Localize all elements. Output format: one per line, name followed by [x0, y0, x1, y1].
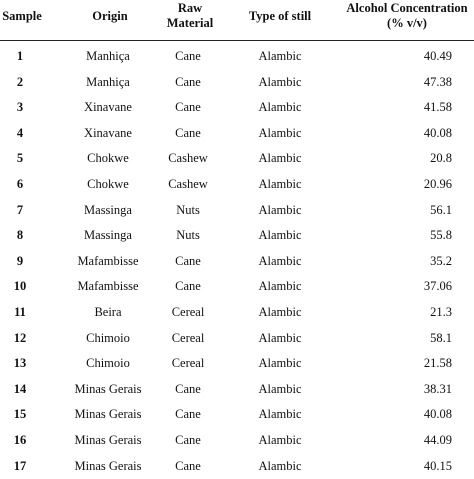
cell-sample: 17 — [0, 459, 40, 474]
header-alcohol-line1: Alcohol Concentration — [340, 1, 474, 16]
cell-raw-material: Cashew — [158, 177, 218, 192]
cell-sample: 15 — [0, 407, 40, 422]
cell-origin: Mafambisse — [62, 254, 154, 269]
cell-raw-material: Cane — [158, 254, 218, 269]
cell-type-of-still: Alambic — [240, 382, 320, 397]
cell-alcohol-concentration: 37.06 — [360, 279, 452, 294]
cell-alcohol-concentration: 40.15 — [360, 459, 452, 474]
cell-origin: Minas Gerais — [62, 459, 154, 474]
cell-sample: 5 — [0, 151, 40, 166]
cell-type-of-still: Alambic — [240, 433, 320, 448]
cell-raw-material: Cane — [158, 75, 218, 90]
cell-sample: 4 — [0, 126, 40, 141]
cell-origin: Chokwe — [62, 177, 154, 192]
cell-raw-material: Cane — [158, 382, 218, 397]
cell-type-of-still: Alambic — [240, 356, 320, 371]
header-raw-material-line2: Material — [160, 16, 220, 31]
table-row — [0, 377, 474, 403]
cell-raw-material: Cane — [158, 126, 218, 141]
cell-sample: 9 — [0, 254, 40, 269]
table-row — [0, 121, 474, 147]
table-row — [0, 198, 474, 224]
cell-origin: Mafambisse — [62, 279, 154, 294]
cell-raw-material: Cane — [158, 433, 218, 448]
table-row — [0, 326, 474, 352]
table-row — [0, 172, 474, 198]
cell-sample: 1 — [0, 49, 40, 64]
header-sample — [0, 9, 48, 24]
cell-sample: 7 — [0, 203, 40, 218]
cell-origin: Xinavane — [62, 100, 154, 115]
cell-alcohol-concentration: 40.08 — [360, 407, 452, 422]
header-raw-material-line1: Raw — [160, 1, 220, 16]
cell-raw-material: Cane — [158, 407, 218, 422]
cell-alcohol-concentration: 20.8 — [360, 151, 452, 166]
cell-alcohol-concentration: 44.09 — [360, 433, 452, 448]
cell-alcohol-concentration: 40.49 — [360, 49, 452, 64]
cell-sample: 16 — [0, 433, 40, 448]
cell-alcohol-concentration: 21.58 — [360, 356, 452, 371]
cell-alcohol-concentration: 56.1 — [360, 203, 452, 218]
cell-raw-material: Cashew — [158, 151, 218, 166]
cell-type-of-still: Alambic — [240, 100, 320, 115]
table-row — [0, 300, 474, 326]
cell-origin: Massinga — [62, 203, 154, 218]
cell-origin: Minas Gerais — [62, 407, 154, 422]
header-alcohol-concentration — [340, 1, 474, 31]
cell-origin: Manhiça — [62, 75, 154, 90]
cell-sample: 3 — [0, 100, 40, 115]
cell-origin: Chimoio — [62, 331, 154, 346]
cell-origin: Massinga — [62, 228, 154, 243]
cell-origin: Minas Gerais — [62, 433, 154, 448]
header-raw-material — [160, 1, 220, 31]
header-origin — [70, 9, 150, 24]
cell-raw-material: Cane — [158, 100, 218, 115]
cell-type-of-still: Alambic — [240, 203, 320, 218]
cell-raw-material: Cane — [158, 459, 218, 474]
table-row — [0, 402, 474, 428]
cell-type-of-still: Alambic — [240, 126, 320, 141]
cell-type-of-still: Alambic — [240, 279, 320, 294]
table-row — [0, 428, 474, 454]
cell-type-of-still: Alambic — [240, 228, 320, 243]
table-row — [0, 44, 474, 70]
cell-type-of-still: Alambic — [240, 459, 320, 474]
header-type-of-still — [240, 9, 320, 24]
cell-alcohol-concentration: 20.96 — [360, 177, 452, 192]
header-alcohol-line2: (% v/v) — [340, 16, 474, 31]
cell-sample: 12 — [0, 331, 40, 346]
table-body — [0, 44, 474, 479]
table-row — [0, 95, 474, 121]
table-row — [0, 454, 474, 479]
cell-origin: Beira — [62, 305, 154, 320]
cell-sample: 8 — [0, 228, 40, 243]
cell-sample: 11 — [0, 305, 40, 320]
table-row — [0, 70, 474, 96]
cell-alcohol-concentration: 41.58 — [360, 100, 452, 115]
cell-sample: 10 — [0, 279, 40, 294]
table-row — [0, 249, 474, 275]
table-row — [0, 146, 474, 172]
cell-origin: Chokwe — [62, 151, 154, 166]
cell-origin: Xinavane — [62, 126, 154, 141]
cell-raw-material: Cereal — [158, 331, 218, 346]
cell-type-of-still: Alambic — [240, 151, 320, 166]
cell-alcohol-concentration: 55.8 — [360, 228, 452, 243]
cell-raw-material: Nuts — [158, 228, 218, 243]
cell-sample: 14 — [0, 382, 40, 397]
cell-type-of-still: Alambic — [240, 305, 320, 320]
cell-alcohol-concentration: 35.2 — [360, 254, 452, 269]
cell-alcohol-concentration: 47.38 — [360, 75, 452, 90]
cell-origin: Minas Gerais — [62, 382, 154, 397]
cell-alcohol-concentration: 40.08 — [360, 126, 452, 141]
header-type-of-still-label: Type of still — [240, 9, 320, 24]
cell-alcohol-concentration: 58.1 — [360, 331, 452, 346]
table-row — [0, 274, 474, 300]
cell-sample: 6 — [0, 177, 40, 192]
cell-sample: 2 — [0, 75, 40, 90]
cell-type-of-still: Alambic — [240, 331, 320, 346]
cell-raw-material: Cane — [158, 279, 218, 294]
cell-raw-material: Cereal — [158, 356, 218, 371]
cell-type-of-still: Alambic — [240, 75, 320, 90]
cell-raw-material: Cane — [158, 49, 218, 64]
cell-type-of-still: Alambic — [240, 407, 320, 422]
header-origin-label: Origin — [70, 9, 150, 24]
header-sample-label: Sample — [0, 9, 48, 24]
table-header-row — [0, 0, 474, 41]
cell-type-of-still: Alambic — [240, 177, 320, 192]
cell-raw-material: Cereal — [158, 305, 218, 320]
cell-origin: Chimoio — [62, 356, 154, 371]
cell-type-of-still: Alambic — [240, 49, 320, 64]
cell-raw-material: Nuts — [158, 203, 218, 218]
cell-origin: Manhiça — [62, 49, 154, 64]
cell-sample: 13 — [0, 356, 40, 371]
cell-alcohol-concentration: 21.3 — [360, 305, 452, 320]
cell-alcohol-concentration: 38.31 — [360, 382, 452, 397]
cell-type-of-still: Alambic — [240, 254, 320, 269]
table-row — [0, 351, 474, 377]
table-row — [0, 223, 474, 249]
